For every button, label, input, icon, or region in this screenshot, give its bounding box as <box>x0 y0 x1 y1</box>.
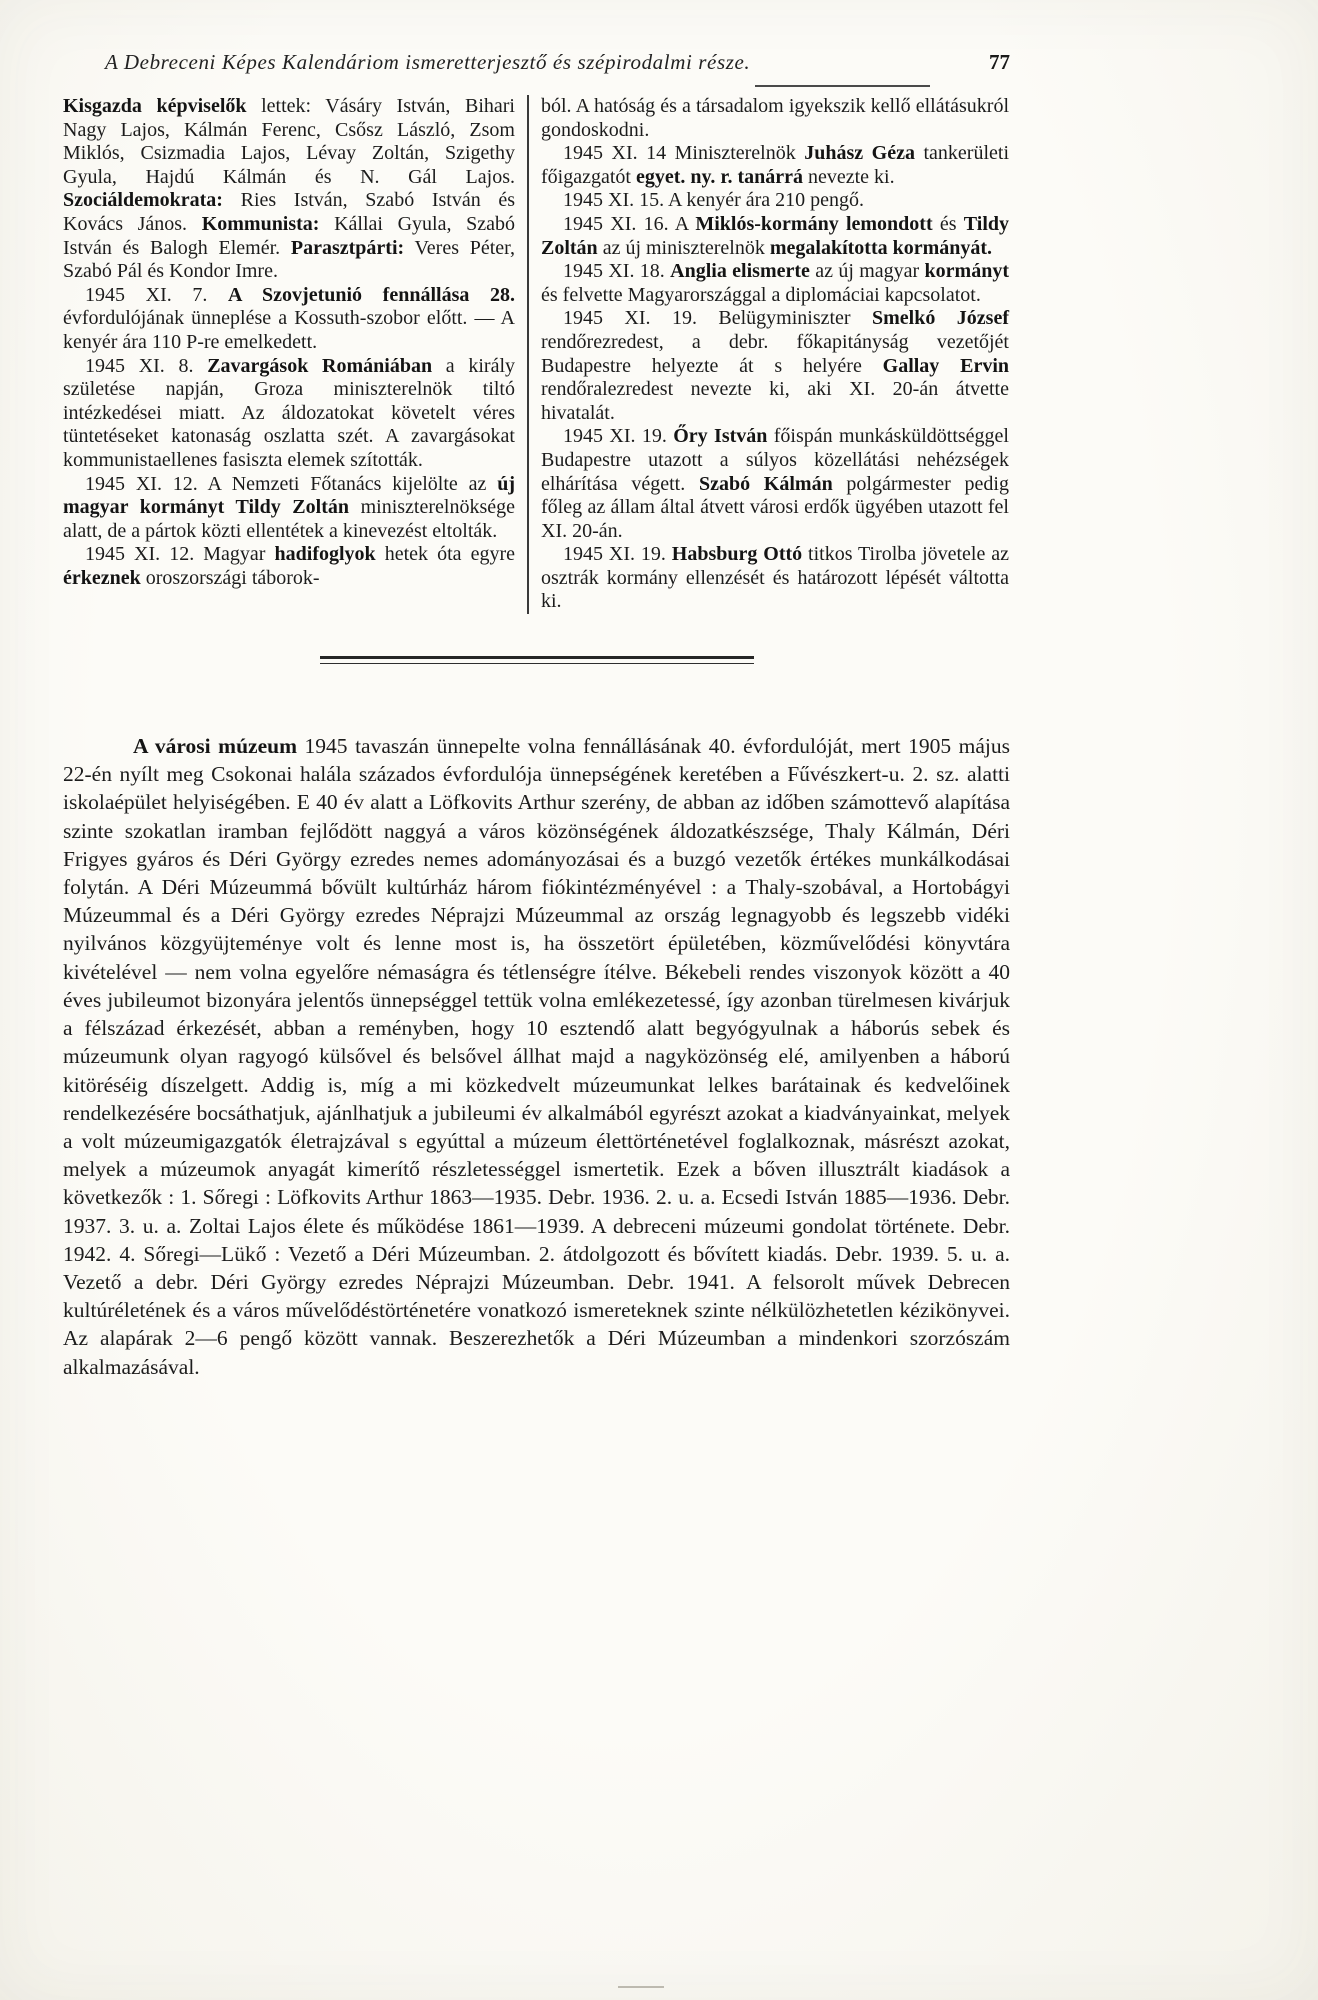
bold-text: Smelkó József <box>872 307 1009 330</box>
paragraph: 1945 XI. 18. Anglia elismerte az új magyar kormányt és felvette Magyarországgal a diplomáciai kapcsolatot. <box>541 260 1009 306</box>
paragraph: 1945 XI. 19. Habsburg Ottó titkos Tirolba jövetele az osztrák kormány ellenzését és határozott lépését váltotta ki. <box>541 543 1010 613</box>
paragraph: 1945 XI. 16. A Miklós-kormány lemondott és Tildy Zoltán az új miniszterelnök megalakította kormányát. <box>541 212 1010 259</box>
paragraph: 1945 XI. 8. Zavargások Romániában a király születése napján, Groza miniszterelnök tiltó intézkedései miatt. Az áldozatokat követelt véres tüntetéseket katonaság oszlatta szét. A zavargásokat kommunistaellenes fasiszta elemek szították. <box>63 354 516 471</box>
page-number: 77 <box>989 50 1010 74</box>
bold-text: Zavargások Romániában <box>207 354 433 377</box>
page-content <box>63 95 1010 1381</box>
bold-text: Tildy Zoltán <box>541 212 1010 259</box>
bold-text: érkeznek <box>63 566 141 589</box>
bold-text: A városi múzeum <box>133 734 297 759</box>
bold-text: Kisgazda képviselők <box>63 95 247 117</box>
left-column <box>63 95 515 614</box>
divider-line-thick <box>320 656 754 659</box>
bold-text: Habsburg Ottó <box>671 543 803 566</box>
paragraph: 1945 XI. 14 Miniszterelnök Juhász Géza tankerületi főigazgatót egyet. ny. r. tanárrá nevezte ki. <box>541 142 1009 188</box>
bold-text: Szociáldemokrata: <box>63 189 223 212</box>
bold-text: kormányt <box>924 260 1009 283</box>
running-head <box>63 50 1010 75</box>
divider-line-thin <box>320 663 754 664</box>
bold-text: Miklós-kormány lemondott <box>695 212 933 235</box>
paragraph: Kisgazda képviselők lettek: Vásáry István, Bihari Nagy Lajos, Kálmán Ferenc, Csősz László, Zsom Miklós, Csizmadia Lajos, Lévay Zoltán, Szigethy Gyula, Hajdú Kálmán és N. Gál Lajos. Szociáldemokrata: Ries István, Szabó István és Kovács János. Kommunista: Kállai Gyula, Szabó István és Balogh Elemér. Parasztpárti: Veres Péter, Szabó Pál és Kondor Imre. <box>63 95 516 283</box>
bold-text: megalakította kormányát. <box>769 236 993 259</box>
bold-text: Parasztpárti: <box>290 236 405 259</box>
chronicle-section <box>63 95 1010 614</box>
header-underline-rule <box>755 85 930 87</box>
paragraph: ból. A hatóság és a társadalom igyekszik kellő ellátásukról gondoskodni. <box>541 95 1009 141</box>
bold-text: Gallay Ervin <box>882 354 1010 377</box>
bold-text: Juhász Géza <box>804 142 915 165</box>
scan-artifact-mark <box>618 1986 664 1988</box>
column-divider-rule <box>527 95 529 614</box>
running-head-title: A Debreceni Képes Kalendáriom ismeretterjesztő és szépirodalmi része. <box>105 50 751 74</box>
bold-text: Kommunista: <box>201 212 320 235</box>
bold-text: A Szovjetunió fennállása 28. <box>228 283 515 306</box>
paragraph: 1945 XI. 12. A Nemzeti Főtanács kijelölte az új magyar kormányt Tildy Zoltán miniszterelnöksége alatt, de a pártok közti ellentétek a kinevezést eltolták. <box>63 472 515 542</box>
section-divider-rule <box>320 656 754 664</box>
paragraph: 1945 XI. 19. Belügyminiszter Smelkó József rendőrezredest, a debr. főkapitányság vezetőjét Budapestre helyezte át s helyére Gallay Ervin rendőralezredest nevezte ki, aki XI. 20-án átvette hivatalát. <box>541 307 1010 424</box>
paragraph: 1945 XI. 7. A Szovjetunió fennállása 28. évfordulójának ünneplése a Kossuth-szobor előtt. — A kenyér ára 110 P-re emelkedett. <box>63 283 515 353</box>
bold-text: Szabó Kálmán <box>698 472 833 495</box>
paragraph: 1945 XI. 12. Magyar hadifoglyok hetek óta egyre érkeznek oroszországi táborok- <box>63 543 515 589</box>
right-column <box>541 95 1009 614</box>
essay-section <box>63 732 1010 1381</box>
bold-text: egyet. ny. r. tanárrá <box>635 165 803 188</box>
paragraph: A városi múzeum 1945 tavaszán ünnepelte volna fennállásának 40. évfordulóját, mert 1905 május 22-én nyílt meg Csokonai halála százados évfordulója ünnepségének keretében a Fűvészkert-u. 2. sz. alatti iskolaépület helyiségében. E 40 év alatt a Löfkovits Arthur szerény, de abban az időben számottevő alapítása szinte szokatlan iramban fejlődött naggyá a város közönségének áldozatkészsége, Thaly Kálmán, Déri Frigyes gyáros és Déri György ezredes nemes adományozásai és a buzgó vezetők értékes munkálkodásai folytán. A Déri Múzeummá bővült kultúrház három fiókintézményével : a Thaly-szobával, a Hortobágyi Múzeummal és a Déri György ezredes Néprajzi Múzeummal az ország legnagyobb és legszebb vidéki nyilvános közgyüjteménye volt és lenne most is, ha összetört épületében, közművelődési könyvtára kivételével — nem volna egyelőre némaságra és tétlenségre ítélve. Békebeli rendes viszonyok között a 40 éves jubileumot bizonyára jelentős ünnepséggel tettük volna emlékezetessé, így azonban türelmesen kivárjuk a félszázad érkezését, abban a reményben, hogy 10 esztendő alatt begyógyulnak a háborús sebek és múzeumunk olyan ragyogó külsővel és belsővel állhat majd a nagyközönség elé, amilyenben a háború kitöréséig díszelgett. Addig is, míg a mi közkedvelt múzeumunkat lelkes barátainak és kedvelőinek rendelkezésére bocsáthatjuk, ajánlhatjuk a jubileumi év alkalmából egyrészt azokat a kiadványainkat, melyek a volt múzeumigazgatók életrajzával s egyúttal a múzeum élettörténetével foglalkoznak, másrészt azokat, melyek a múzeumok anyagát kimerítő részletességgel ismertetik. Ezek a bőven illusztrált kiadások a következők : 1. Sőregi : Löfkovits Arthur 1863—1935. Debr. 1936. 2. u. a. Ecsedi István 1885—1936. Debr. 1937. 3. u. a. Zoltai Lajos élete és működése 1861—1939. A debreceni múzeumi gondolat története. Debr. 1942. 4. Sőregi—Lükő : Vezető a Déri Múzeumban. 2. átdolgozott és bővített kiadás. Debr. 1939. 5. u. a. Vezető a debr. Déri György ezredes Néprajzi Múzeumban. Debr. 1941. A felsorolt művek Debrecen kultúréletének és a város művelődéstörténetére vonatkozó ismereteknek szinte nélkülözhetetlen kézikönyvei. Az alapárak 2—6 pengő között vannak. Beszerezhetők a Déri Múzeumban a mindenkori szorzószám alkalmazásával. <box>63 734 1010 1379</box>
paragraph: 1945 XI. 15. A kenyér ára 210 pengő. <box>563 189 865 212</box>
bold-text: hadifoglyok <box>274 543 376 566</box>
bold-text: Anglia elismerte <box>670 260 810 283</box>
bold-text: új magyar kormányt Tildy Zoltán <box>63 472 515 519</box>
bold-text: Őry István <box>673 425 768 448</box>
paragraph: 1945 XI. 19. Őry István főispán munkásküldöttséggel Budapestre utazott a súlyos közellátási nehézségek elhárítása végett. Szabó Kálmán polgármester pedig főleg az állam által átvett városi erdők ügyében utazott fel XI. 20-án. <box>541 425 1009 542</box>
